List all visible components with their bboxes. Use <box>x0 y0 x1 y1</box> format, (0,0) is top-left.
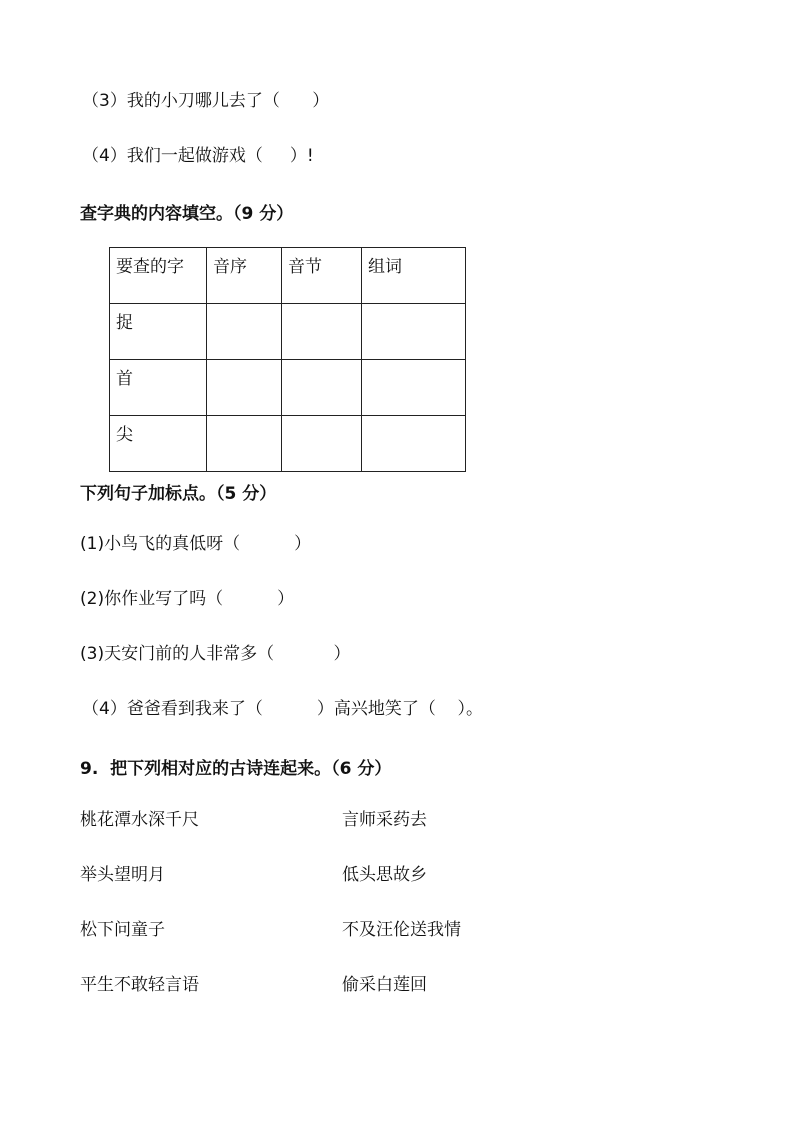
punctuation-item-4: （4）爸爸看到我来了（ ）高兴地笑了（ ）。 <box>82 699 483 719</box>
punctuation-item-2: (2)你作业写了吗（ ） <box>80 589 295 609</box>
sentence-item-3: （3）我的小刀哪儿去了（ ） <box>82 91 330 111</box>
poem-section-title: 9. 把下列相对应的古诗连起来。（6 分） <box>80 759 392 779</box>
poem-left-line-1[interactable]: 桃花潭水深千尺 <box>80 810 199 830</box>
table-header-row <box>110 248 466 304</box>
table-header-cell: 要查的字 <box>110 248 207 304</box>
poem-left-line-4[interactable]: 平生不敢轻言语 <box>80 975 199 995</box>
table-cell-blank[interactable] <box>207 304 282 360</box>
poem-right-line-4[interactable]: 偷采白莲回 <box>342 975 427 995</box>
table-cell-blank[interactable] <box>282 360 362 416</box>
table-cell-blank[interactable] <box>282 416 362 472</box>
punctuation-item-3: (3)天安门前的人非常多（ ） <box>80 644 351 664</box>
table-cell-blank[interactable] <box>362 416 466 472</box>
table-header-cell: 音序 <box>207 248 282 304</box>
table-cell-char: 捉 <box>110 304 207 360</box>
sentence-item-4: （4）我们一起做游戏（ ）! <box>82 146 314 166</box>
dictionary-table <box>109 247 466 472</box>
table-cell-blank[interactable] <box>362 304 466 360</box>
poem-left-line-2[interactable]: 举头望明月 <box>80 865 165 885</box>
table-cell-blank[interactable] <box>207 360 282 416</box>
table-header-cell: 组词 <box>362 248 466 304</box>
table-header-cell: 音节 <box>282 248 362 304</box>
poem-right-line-1[interactable]: 言师采药去 <box>342 810 427 830</box>
table-row <box>110 304 466 360</box>
poem-left-line-3[interactable]: 松下问童子 <box>80 920 165 940</box>
table-row <box>110 360 466 416</box>
poem-right-line-2[interactable]: 低头思故乡 <box>342 865 427 885</box>
punctuation-section-title: 下列句子加标点。（5 分） <box>80 484 277 504</box>
table-cell-blank[interactable] <box>282 304 362 360</box>
table-cell-blank[interactable] <box>362 360 466 416</box>
table-cell-char: 尖 <box>110 416 207 472</box>
poem-right-line-3[interactable]: 不及汪伦送我情 <box>342 920 461 940</box>
table-cell-blank[interactable] <box>207 416 282 472</box>
dictionary-section-title: 查字典的内容填空。（9 分） <box>80 204 294 224</box>
table-row <box>110 416 466 472</box>
table-cell-char: 首 <box>110 360 207 416</box>
punctuation-item-1: (1)小鸟飞的真低呀（ ） <box>80 534 312 554</box>
